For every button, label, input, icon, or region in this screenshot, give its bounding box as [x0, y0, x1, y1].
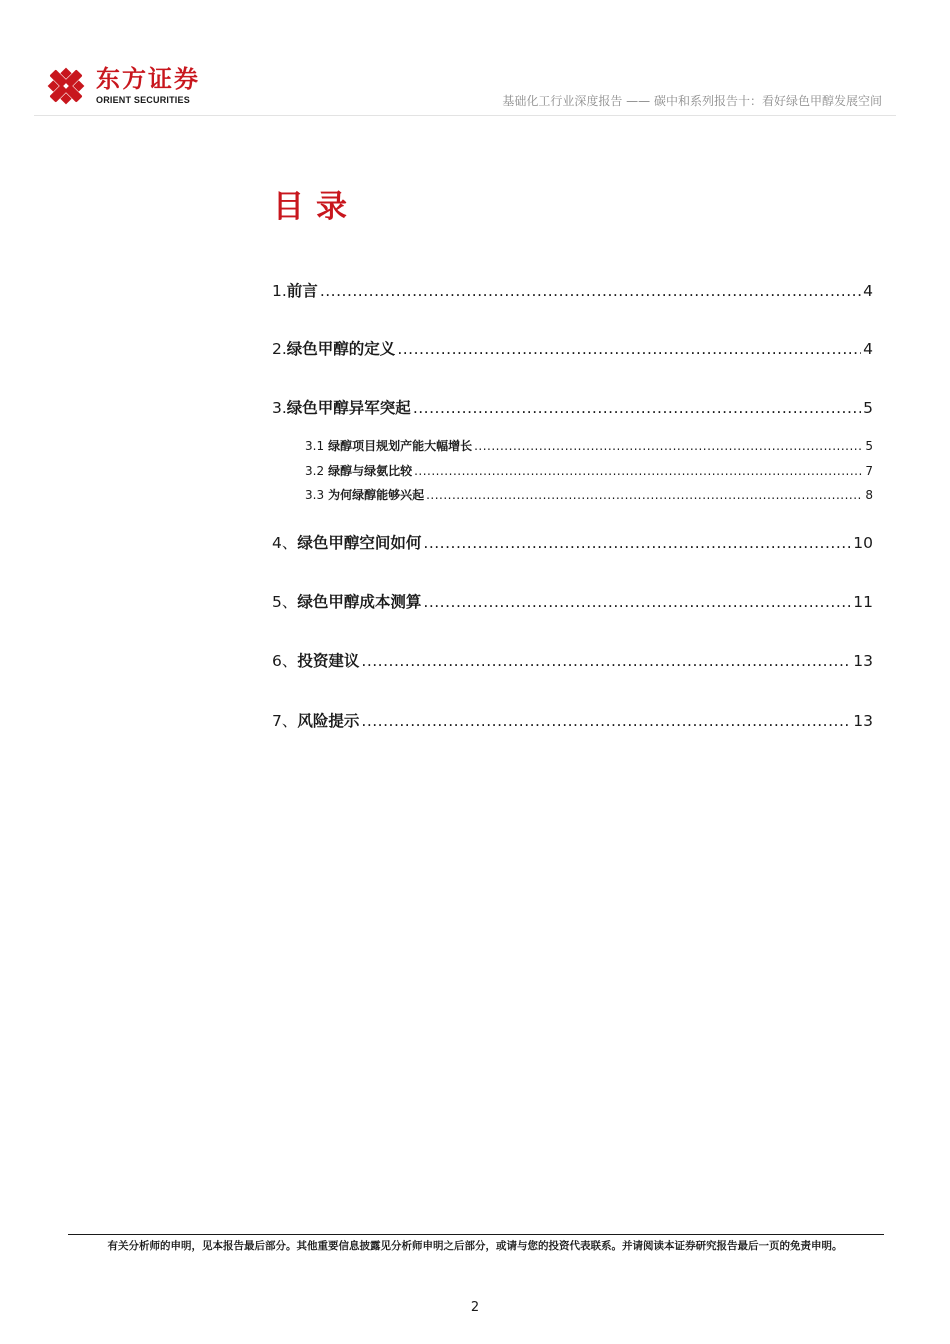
toc-entry-page: 8: [865, 488, 873, 502]
toc-entry[interactable]: [272, 532, 873, 554]
toc-entry-number: 2.: [272, 340, 287, 358]
toc-entry-number: 3.3: [305, 488, 325, 502]
toc-heading: 目录: [273, 189, 359, 225]
toc-entry-page: 5: [865, 439, 873, 453]
toc-leader-dots: [320, 280, 861, 302]
toc-entry[interactable]: [272, 710, 873, 732]
toc-leader-dots: [423, 532, 851, 554]
toc-entry[interactable]: [272, 338, 873, 360]
toc-entry-label: 前言: [286, 282, 318, 300]
toc-entry-number: 1.: [272, 282, 287, 300]
header-divider: [34, 115, 896, 116]
toc-subentry[interactable]: [305, 486, 873, 504]
page-header: [0, 0, 950, 120]
toc-subentry[interactable]: [305, 437, 873, 455]
toc-leader-dots: [361, 650, 851, 672]
footer-disclaimer: 有关分析师的申明，见本报告最后部分。其他重要信息披露见分析师申明之后部分，或请与您的投资代表联系。并请阅读本证券研究报告最后一页的免责申明。: [107, 1240, 843, 1252]
toc-leader-dots: [426, 486, 863, 504]
toc-leader-dots: [397, 338, 861, 360]
toc-subentry[interactable]: [305, 462, 873, 480]
toc-entry-label: 绿醇项目规划产能大幅增长: [328, 439, 473, 453]
toc-entry-page: 13: [853, 712, 873, 730]
toc-entry-label: 投资建议: [297, 652, 360, 670]
toc-entry-number: 7、: [272, 712, 298, 730]
brand-name-chinese: 东方证券: [96, 65, 200, 93]
toc-entry-page: 4: [863, 282, 873, 300]
toc-entry-label: 绿色甲醇异军突起: [286, 399, 411, 417]
toc-entry-number: 4、: [272, 534, 298, 552]
toc-entry-number: 5、: [272, 593, 298, 611]
toc-leader-dots: [413, 397, 861, 419]
toc-entry[interactable]: [272, 650, 873, 672]
toc-entry-label: 绿色甲醇的定义: [286, 340, 396, 358]
toc-entry-page: 11: [853, 593, 873, 611]
report-title: 基础化工行业深度报告 —— 碳中和系列报告十：看好绿色甲醇发展空间: [502, 94, 882, 108]
toc-entry-label: 绿色甲醇成本测算: [297, 593, 422, 611]
toc-entry[interactable]: [272, 591, 873, 613]
toc-leader-dots: [474, 437, 863, 455]
toc-entry[interactable]: [272, 397, 873, 419]
toc-entry[interactable]: [272, 280, 873, 302]
toc-entry-page: 13: [853, 652, 873, 670]
orient-securities-logo-icon: [44, 64, 88, 108]
toc-leader-dots: [361, 710, 851, 732]
toc-leader-dots: [414, 462, 863, 480]
page-number: 2: [470, 1300, 480, 1315]
toc-entry-number: 3.: [272, 399, 287, 417]
brand-name-english: ORIENT SECURITIES: [96, 95, 190, 105]
toc-entry-label: 为何绿醇能够兴起: [328, 488, 425, 502]
toc-entry-page: 7: [865, 464, 873, 478]
toc-entry-number: 3.1: [305, 439, 325, 453]
toc-entry-page: 10: [853, 534, 873, 552]
toc-leader-dots: [423, 591, 851, 613]
footer-divider: [68, 1234, 884, 1235]
toc-entry-page: 4: [863, 340, 873, 358]
toc-entry-label: 风险提示: [297, 712, 360, 730]
toc-entry-number: 6、: [272, 652, 298, 670]
toc-entry-page: 5: [863, 399, 873, 417]
toc-entry-label: 绿醇与绿氨比较: [328, 464, 413, 478]
toc-entry-label: 绿色甲醇空间如何: [297, 534, 422, 552]
toc-entry-number: 3.2: [305, 464, 325, 478]
